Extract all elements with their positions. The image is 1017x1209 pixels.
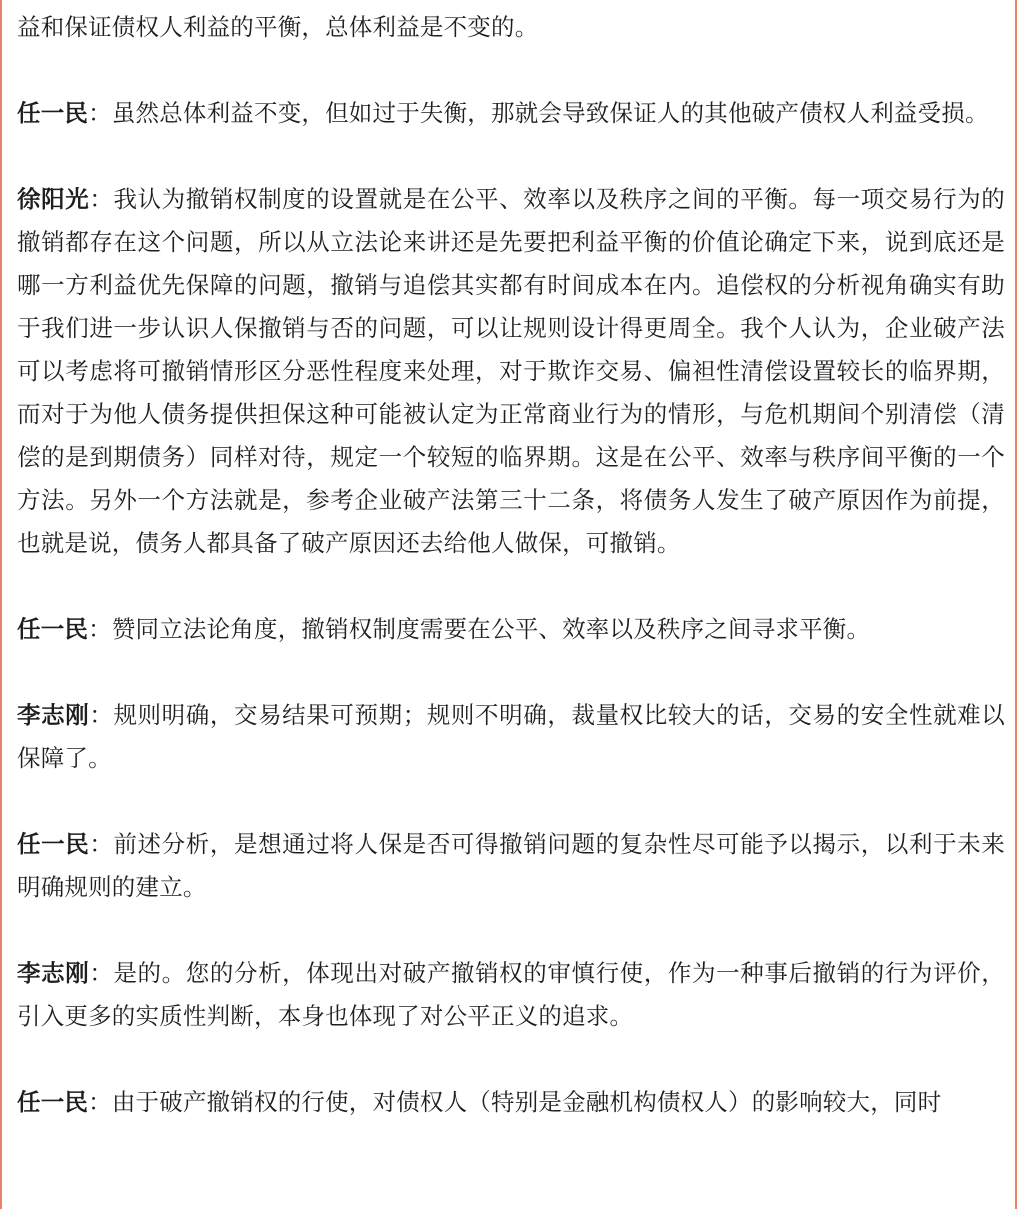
dialogue-paragraph: [17, 608, 1005, 651]
speaker-colon: ：: [88, 1088, 112, 1116]
speaker-name: 任一民: [17, 99, 89, 127]
paragraph-text: 规则明确，交易结果可预期；规则不明确，裁量权比较大的话，交易的安全性就难以保障了。: [17, 701, 1005, 772]
speaker-colon: ：: [89, 185, 114, 213]
paragraph-text: 益和保证债权人利益的平衡，总体利益是不变的。: [17, 13, 539, 41]
speaker-name: 任一民: [17, 830, 90, 858]
paragraph-text: 前述分析，是想通过将人保是否可得撤销问题的复杂性尽可能予以揭示，以利于未来明确规则的建立。: [17, 830, 1005, 901]
speaker-name: 李志刚: [17, 959, 90, 987]
dialogue-paragraph: [17, 92, 1005, 135]
dialogue-paragraph: [17, 952, 1005, 1038]
paragraph-text: 我认为撤销权制度的设置就是在公平、效率以及秩序之间的平衡。每一项交易行为的撤销都存在这个问题，所以从立法论来讲还是先要把利益平衡的价值论确定下来，说到底还是哪一方利益优先保障的问题，撤销与追偿其实都有时间成本在内。追偿权的分析视角确实有助于我们进一步认识人保撤销与否的问题，可以让规则设计得更周全。我个人认为，企业破产法可以考虑将可撤销情形区分恶性程度来处理，对于欺诈交易、偏袒性清偿设置较长的临界期，而对于为他人债务提供担保这种可能被认定为正常商业行为的情形，与危机期间个别清偿（清偿的是到期债务）同样对待，规定一个较短的临界期。这是在公平、效率与秩序间平衡的一个方法。另外一个方法就是，参考企业破产法第三十二条，将债务人发生了破产原因作为前提，也就是说，债务人都具备了破产原因还去给他人做保，可撤销。: [17, 185, 1005, 557]
speaker-name: 任一民: [17, 615, 89, 643]
paragraph-text: 是的。您的分析，体现出对破产撤销权的审慎行使，作为一种事后撤销的行为评价，引入更多的实质性判断，本身也体现了对公平正义的追求。: [17, 959, 1005, 1030]
speaker-name: 李志刚: [17, 701, 90, 729]
dialogue-paragraph: [17, 823, 1005, 909]
paragraph-text: 由于破产撤销权的行使，对债权人（特别是金融机构债权人）的影响较大，同时: [111, 1088, 942, 1116]
paragraph-text: 赞同立法论角度，撤销权制度需要在公平、效率以及秩序之间寻求平衡。: [111, 615, 871, 643]
speaker-name: 徐阳光: [17, 185, 90, 213]
paragraph-text: 虽然总体利益不变，但如过于失衡，那就会导致保证人的其他破产债权人利益受损。: [111, 99, 989, 127]
speaker-colon: ：: [89, 701, 114, 729]
dialogue-paragraph: [17, 1081, 1005, 1124]
speaker-colon: ：: [89, 959, 114, 987]
speaker-colon: ：: [89, 830, 114, 858]
dialogue-paragraph: [17, 694, 1005, 780]
speaker-colon: ：: [88, 615, 112, 643]
dialogue-paragraph: [17, 178, 1005, 565]
speaker-colon: ：: [88, 99, 112, 127]
dialogue-paragraph: [17, 6, 1005, 49]
dialogue-document: [17, 6, 1005, 1167]
speaker-name: 任一民: [17, 1088, 89, 1116]
